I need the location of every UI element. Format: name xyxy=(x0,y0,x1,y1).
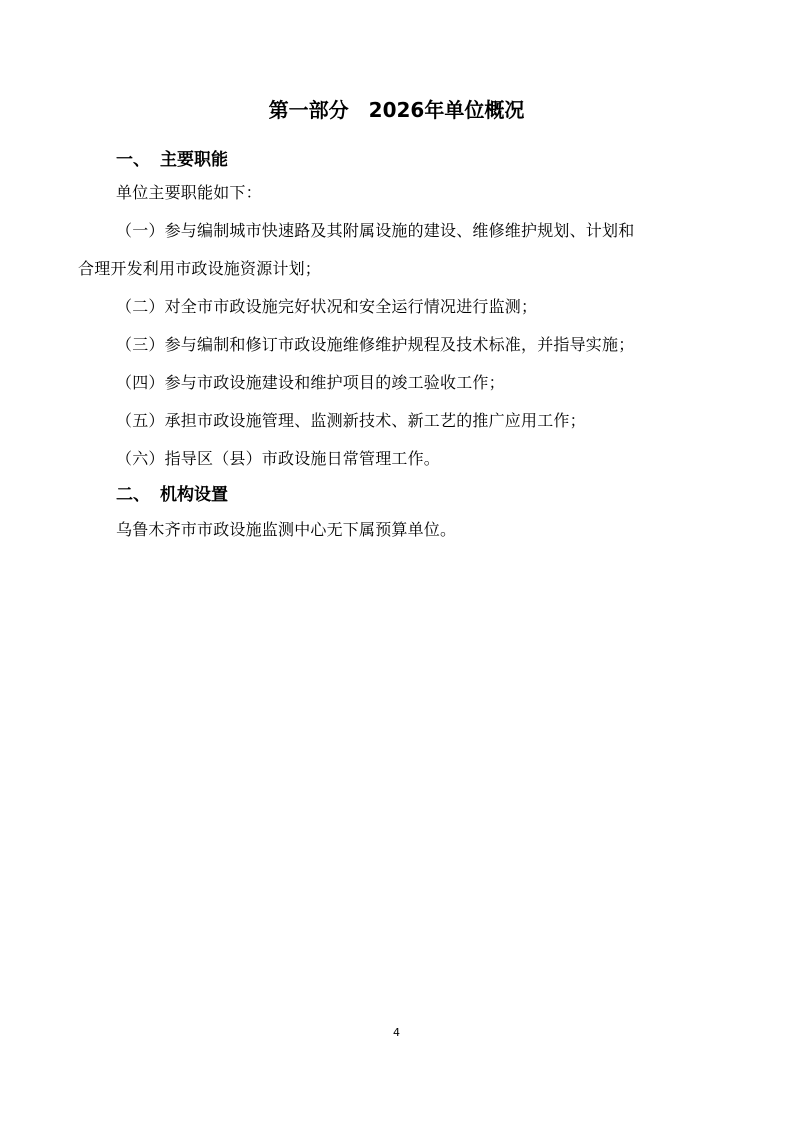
function-item-2: （二）对全市市政设施完好状况和安全运行情况进行监测； xyxy=(116,297,538,316)
section-number: 一、 xyxy=(116,150,150,170)
function-item-1-line-1: （一）参与编制城市快速路及其附属设施的建设、维修维护规划、计划和 xyxy=(116,221,635,240)
function-item-1-line-2: 合理开发利用市政设施资源计划； xyxy=(78,259,322,278)
page-title: 第一部分 2026年单位概况 xyxy=(268,98,525,122)
function-item-4: （四）参与市政设施建设和维护项目的竣工验收工作； xyxy=(116,373,505,392)
function-item-6: （六）指导区（县）市政设施日常管理工作。 xyxy=(116,449,441,468)
section-number: 二、 xyxy=(116,485,150,505)
section-title: 机构设置 xyxy=(160,485,228,505)
intro-paragraph: 单位主要职能如下： xyxy=(116,183,262,202)
page-number: 4 xyxy=(393,1026,400,1039)
section-heading-functions xyxy=(116,148,228,172)
section-title: 主要职能 xyxy=(160,150,228,170)
function-item-5: （五）承担市政设施管理、监测新技术、新工艺的推广应用工作； xyxy=(116,411,586,430)
section-heading-organization xyxy=(116,483,228,507)
function-item-3: （三）参与编制和修订市政设施维修维护规程及技术标准，并指导实施； xyxy=(116,335,635,354)
organization-paragraph: 乌鲁木齐市市政设施监测中心无下属预算单位。 xyxy=(116,520,457,539)
